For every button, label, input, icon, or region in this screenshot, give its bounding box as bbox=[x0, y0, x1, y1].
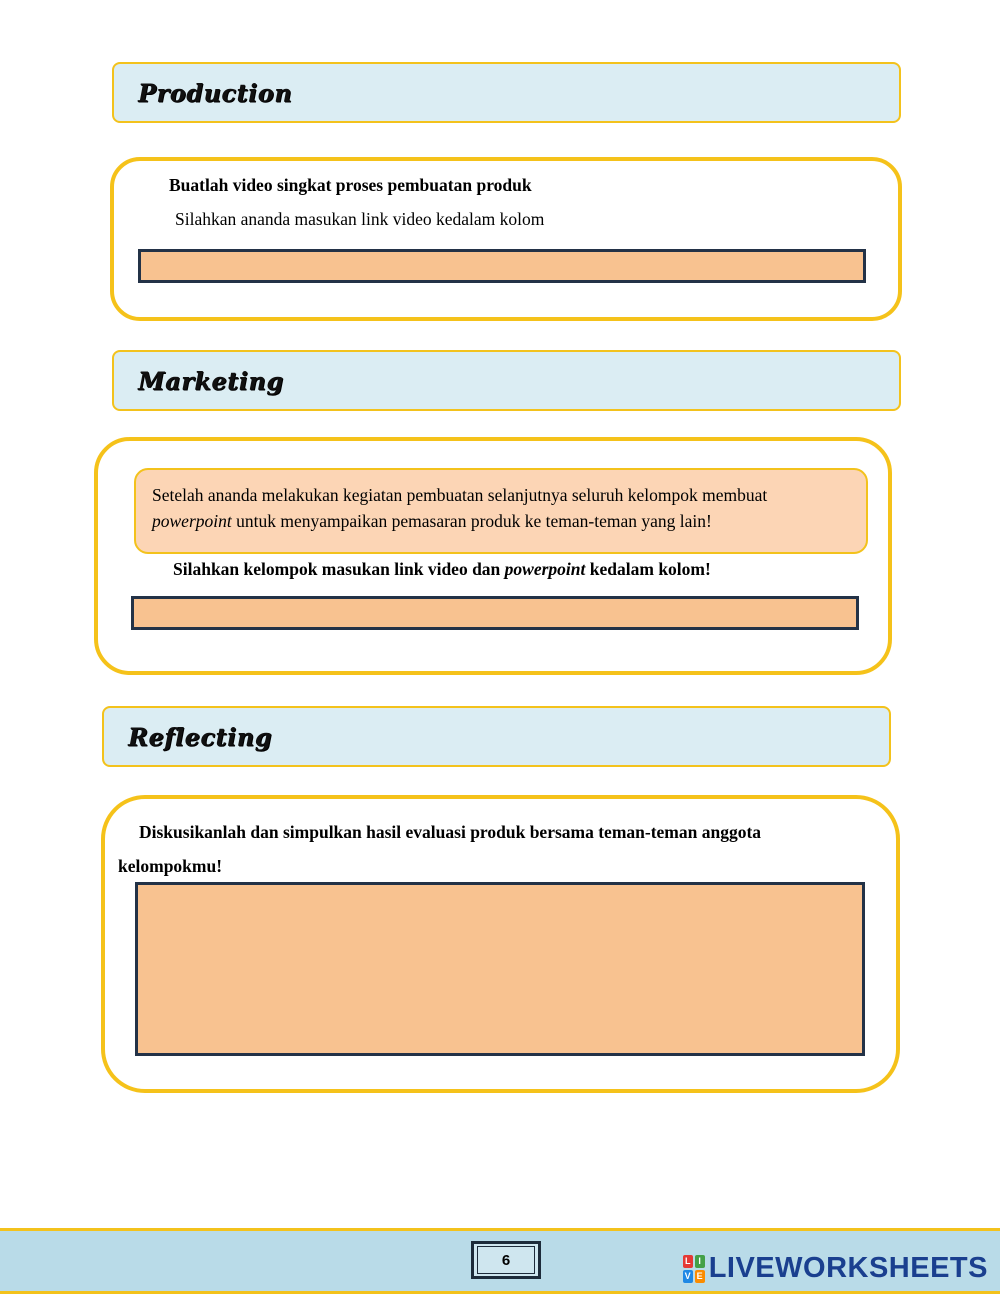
page-number: 6 bbox=[477, 1246, 535, 1274]
production-card bbox=[110, 157, 902, 321]
marketing-instruction bbox=[173, 556, 711, 582]
marketing-note-italic: powerpoint bbox=[152, 511, 232, 531]
marketing-instruction-part1: Silahkan kelompok masukan link video dan bbox=[173, 559, 505, 579]
logo-letter-v: V bbox=[684, 1271, 691, 1281]
reflecting-instruction-line2: kelompokmu! bbox=[118, 856, 223, 876]
production-title: Production bbox=[138, 78, 293, 107]
reflecting-header bbox=[102, 706, 891, 767]
marketing-note-line1: Setelah ananda melakukan kegiatan pembuatan selanjutnya seluruh kelompok membuat bbox=[152, 485, 768, 505]
production-instruction: Buatlah video singkat proses pembuatan produk bbox=[169, 175, 532, 195]
logo-letter-i: I bbox=[695, 1255, 705, 1268]
logo-letter-l: L bbox=[683, 1255, 693, 1268]
production-subtext: Silahkan ananda masukan link video kedalam kolom bbox=[175, 209, 545, 229]
marketing-note-line2: untuk menyampaikan pemasaran produk ke teman-teman yang lain! bbox=[231, 511, 712, 531]
marketing-link-input[interactable] bbox=[131, 596, 859, 630]
production-header bbox=[112, 62, 901, 123]
page-footer bbox=[0, 1228, 1000, 1294]
marketing-note bbox=[134, 468, 868, 554]
page-number-box bbox=[471, 1241, 541, 1279]
logo-letter-e: E bbox=[696, 1271, 703, 1281]
marketing-instruction-part2: kedalam kolom! bbox=[585, 559, 711, 579]
marketing-card bbox=[94, 437, 892, 675]
marketing-instruction-italic: powerpoint bbox=[504, 559, 586, 579]
liveworksheets-logo-icon bbox=[683, 1255, 705, 1283]
production-video-link-input[interactable] bbox=[138, 249, 866, 283]
marketing-header bbox=[112, 350, 901, 411]
reflecting-title: Reflecting bbox=[128, 722, 272, 751]
reflecting-answer-textarea[interactable] bbox=[135, 882, 865, 1056]
brand-text: LIVEWORKSHEETS bbox=[708, 1252, 988, 1284]
liveworksheets-brand[interactable] bbox=[683, 1252, 988, 1285]
marketing-title: Marketing bbox=[138, 366, 284, 395]
reflecting-instruction-line1: Diskusikanlah dan simpulkan hasil evaluasi produk bersama teman-teman anggota bbox=[139, 822, 762, 842]
reflecting-card bbox=[101, 795, 900, 1093]
